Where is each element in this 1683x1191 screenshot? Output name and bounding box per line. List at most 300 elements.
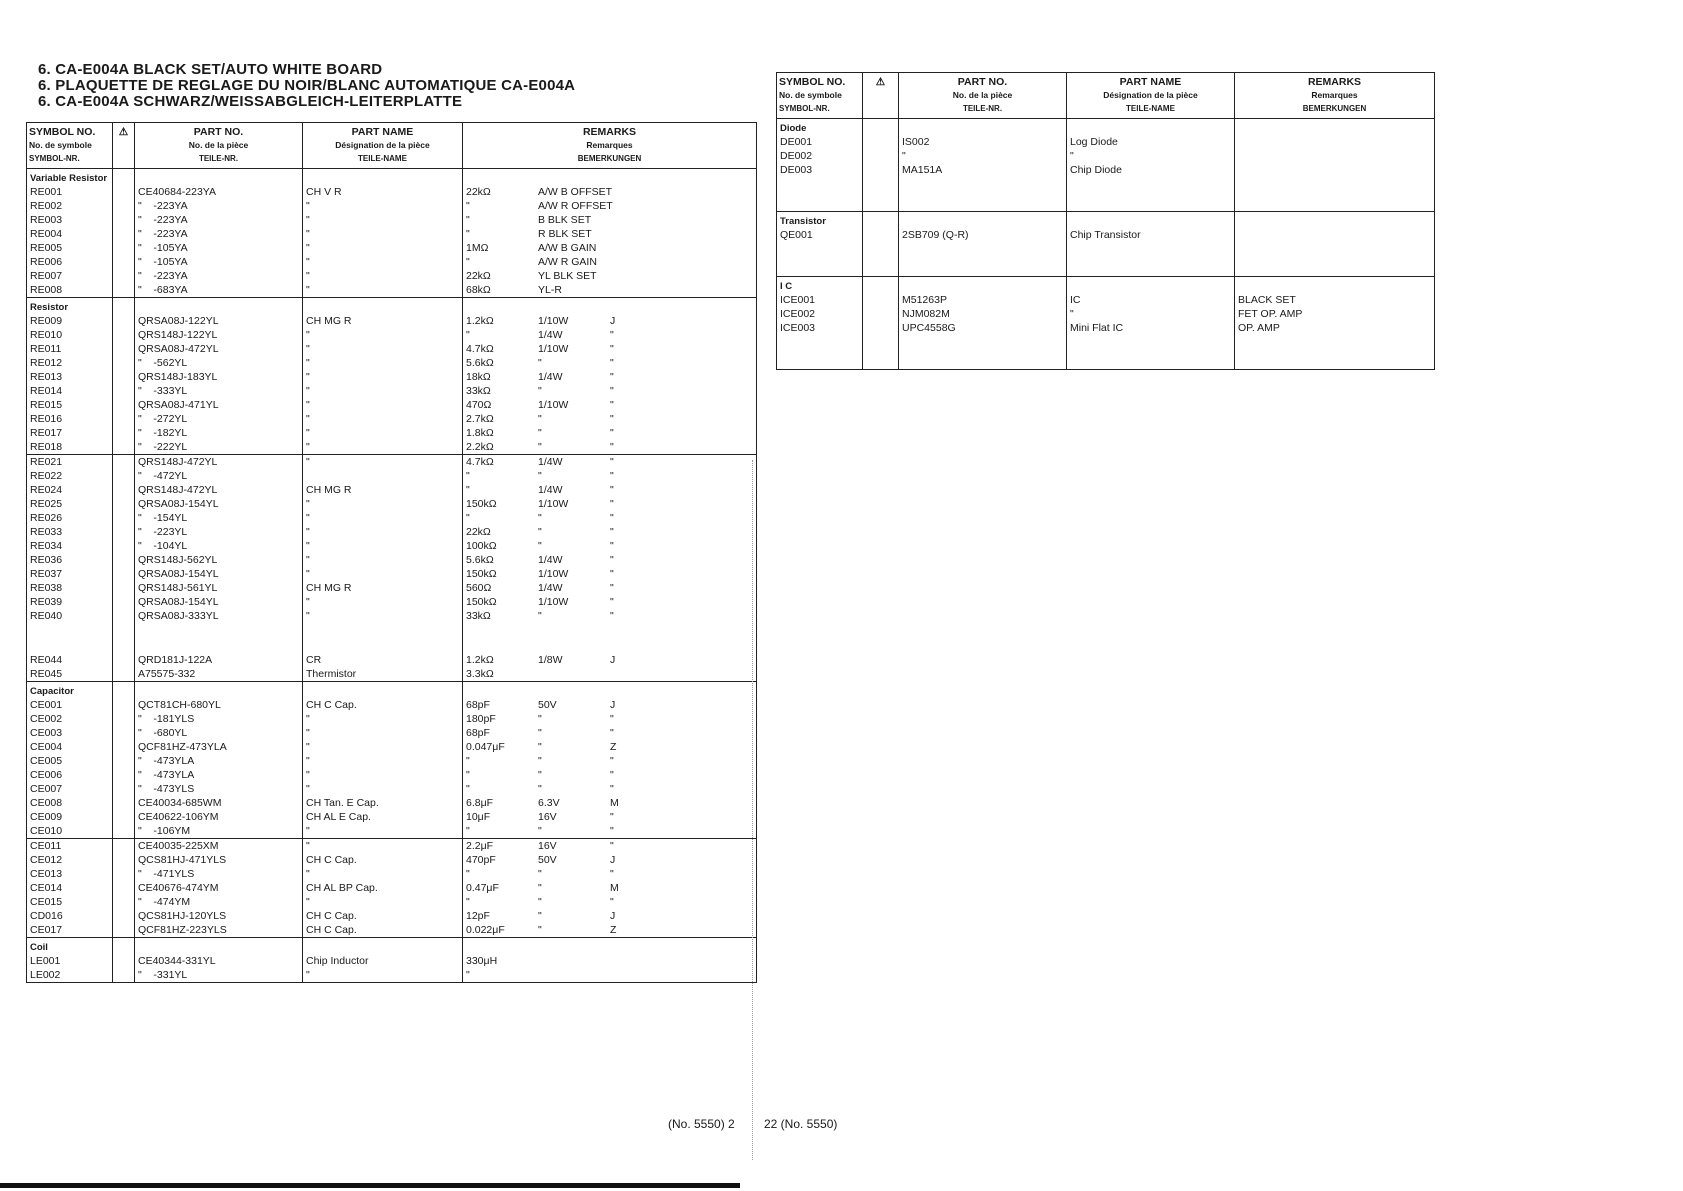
remarks <box>463 269 757 283</box>
remark-rating: " <box>538 783 542 795</box>
remarks <box>463 768 757 782</box>
category-row <box>27 169 757 186</box>
safety-mark <box>113 269 135 283</box>
remark-rating: 1/10W <box>538 596 569 608</box>
empty-cell <box>463 298 757 315</box>
symbol-no: RE026 <box>27 511 113 525</box>
remark-rating: 16V <box>538 840 557 852</box>
empty-cell <box>135 623 303 653</box>
table-row <box>27 314 757 328</box>
empty-cell <box>113 298 135 315</box>
remark-tolerance: " <box>610 568 614 580</box>
safety-mark <box>113 954 135 968</box>
part-name: CH C Cap. <box>303 853 463 867</box>
remark-tolerance: " <box>610 526 614 538</box>
table-row <box>27 824 757 839</box>
col-partno-header: PART NO. No. de la pièce TEILE-NR. <box>899 73 1067 119</box>
part-name: CH C Cap. <box>303 923 463 938</box>
safety-mark <box>113 398 135 412</box>
symbol-no: RE039 <box>27 595 113 609</box>
remark-tolerance: " <box>610 840 614 852</box>
part-name: " <box>303 384 463 398</box>
safety-mark <box>863 149 899 163</box>
title-line-de: 6. CA-E004A SCHWARZ/WEISSABGLEICH-LEITERPLATTE <box>38 93 463 110</box>
empty-cell <box>1235 212 1435 229</box>
symbol-no: RE009 <box>27 314 113 328</box>
remarks <box>463 726 757 740</box>
part-name: " <box>1067 149 1235 163</box>
remark-tolerance: J <box>610 910 616 922</box>
safety-mark <box>113 712 135 726</box>
part-name: " <box>303 824 463 839</box>
remark-rating: 50V <box>538 699 557 711</box>
remarks-group <box>466 853 756 867</box>
safety-mark <box>113 754 135 768</box>
table-row <box>27 356 757 370</box>
remarks-group <box>466 698 756 712</box>
symbol-no: RE033 <box>27 525 113 539</box>
part-no: QRS148J-561YL <box>135 581 303 595</box>
table-row <box>27 609 757 623</box>
part-no: QRSA08J-154YL <box>135 497 303 511</box>
safety-mark <box>113 553 135 567</box>
symbol-no: CE010 <box>27 824 113 839</box>
safety-mark <box>113 968 135 983</box>
category-row <box>777 212 1435 229</box>
remarks-group <box>466 314 756 328</box>
symbol-no: RE036 <box>27 553 113 567</box>
remarks-group <box>466 923 756 937</box>
safety-mark <box>113 255 135 269</box>
remark-value: " <box>466 256 470 268</box>
remarks-group <box>466 356 756 370</box>
symbol-no: DE001 <box>777 135 863 149</box>
remarks-group <box>466 398 756 412</box>
safety-mark <box>113 726 135 740</box>
empty-cell <box>135 938 303 955</box>
table-row <box>27 469 757 483</box>
empty-cell <box>863 212 899 229</box>
remark-rating: A/W B OFFSET <box>538 186 613 198</box>
remark-rating: 1/8W <box>538 654 563 666</box>
remarks-group <box>466 455 756 469</box>
remark-rating: " <box>538 357 542 369</box>
remark-tolerance: J <box>610 699 616 711</box>
remark-rating: 1/10W <box>538 315 569 327</box>
spacer-row <box>27 623 757 653</box>
remark-rating: " <box>538 441 542 453</box>
remark-tolerance: " <box>610 596 614 608</box>
remarks <box>463 567 757 581</box>
remark-value: " <box>466 969 470 981</box>
remarks-group <box>466 839 756 853</box>
table-row <box>27 839 757 854</box>
table-row <box>27 283 757 298</box>
empty-cell <box>303 938 463 955</box>
remarks-group <box>466 469 756 483</box>
remark-value: " <box>466 512 470 524</box>
remark-value: 2.2μF <box>466 840 494 852</box>
remark-value: " <box>466 769 470 781</box>
remark-rating: 1/4W <box>538 371 563 383</box>
remark-tolerance: M <box>610 882 619 894</box>
remarks-group <box>466 328 756 342</box>
empty-cell <box>463 623 757 653</box>
symbol-no: RE003 <box>27 213 113 227</box>
safety-mark <box>113 328 135 342</box>
part-name: " <box>303 455 463 470</box>
safety-mark <box>113 881 135 895</box>
category-row <box>27 938 757 955</box>
remarks-group <box>466 553 756 567</box>
category-label: Resistor <box>27 298 113 315</box>
safety-mark <box>113 511 135 525</box>
symbol-no: CE011 <box>27 839 113 854</box>
remarks <box>463 712 757 726</box>
remarks <box>463 370 757 384</box>
parts-table-right <box>776 72 1435 370</box>
part-name: Mini Flat IC <box>1067 321 1235 370</box>
remarks <box>463 384 757 398</box>
empty-cell <box>113 682 135 699</box>
remark-value: 10μF <box>466 811 491 823</box>
table-row <box>27 342 757 356</box>
remark-value: 33kΩ <box>466 385 491 397</box>
safety-mark <box>113 426 135 440</box>
symbol-no: RE008 <box>27 283 113 298</box>
remarks-group <box>466 782 756 796</box>
remark-rating: " <box>538 755 542 767</box>
table-row <box>27 923 757 938</box>
part-no: " -223YL <box>135 525 303 539</box>
remarks-group <box>466 255 756 269</box>
remarks <box>463 867 757 881</box>
remark-tolerance: " <box>610 868 614 880</box>
remark-tolerance: " <box>610 399 614 411</box>
part-name: Chip Inductor <box>303 954 463 968</box>
table-row <box>777 163 1435 212</box>
remarks <box>463 754 757 768</box>
remarks-group <box>466 342 756 356</box>
symbol-no: LE001 <box>27 954 113 968</box>
category-row <box>27 682 757 699</box>
table-row <box>27 810 757 824</box>
safety-mark <box>863 135 899 149</box>
part-name: Chip Transistor <box>1067 228 1235 277</box>
empty-cell <box>899 212 1067 229</box>
remark-value: 2.7kΩ <box>466 413 494 425</box>
remarks-group <box>466 754 756 768</box>
remark-value: " <box>466 470 470 482</box>
symbol-no: DE003 <box>777 163 863 212</box>
remark-value: 470Ω <box>466 399 492 411</box>
empty-cell <box>113 938 135 955</box>
remarks <box>463 698 757 712</box>
remark-value: 470pF <box>466 854 496 866</box>
remarks <box>463 881 757 895</box>
part-name: " <box>303 595 463 609</box>
part-name: " <box>303 283 463 298</box>
parts-table-left <box>26 122 757 983</box>
remark-rating: 50V <box>538 854 557 866</box>
remark-tolerance: " <box>610 713 614 725</box>
remarks-group <box>466 440 756 454</box>
safety-mark <box>113 796 135 810</box>
part-no: QCS81HJ-120YLS <box>135 909 303 923</box>
remarks-group <box>466 241 756 255</box>
remark-rating: " <box>538 769 542 781</box>
col-symbol-header: SYMBOL NO. No. de symbole SYMBOL-NR. <box>777 73 863 119</box>
symbol-no: CD016 <box>27 909 113 923</box>
safety-mark <box>113 667 135 682</box>
remark-rating <box>538 968 610 982</box>
remark-tolerance: " <box>610 727 614 739</box>
remarks <box>463 314 757 328</box>
remark-tolerance: " <box>610 825 614 837</box>
remarks-group <box>466 185 756 199</box>
symbol-no: LE002 <box>27 968 113 983</box>
remark-rating: 1/4W <box>538 582 563 594</box>
page-number-left: (No. 5550) 2 <box>668 1117 735 1131</box>
symbol-no: CE004 <box>27 740 113 754</box>
part-no: QCS81HJ-471YLS <box>135 853 303 867</box>
safety-mark <box>113 314 135 328</box>
remarks-group <box>466 426 756 440</box>
remarks <box>463 483 757 497</box>
symbol-no: RE014 <box>27 384 113 398</box>
remarks: BLACK SET <box>1235 293 1435 307</box>
symbol-no: CE014 <box>27 881 113 895</box>
remarks <box>463 241 757 255</box>
remark-value: " <box>466 868 470 880</box>
part-name: " <box>303 539 463 553</box>
symbol-no: CE002 <box>27 712 113 726</box>
part-no: CE40684-223YA <box>135 185 303 199</box>
remarks-group <box>466 497 756 511</box>
part-no: QRS148J-472YL <box>135 483 303 497</box>
safety-mark <box>113 895 135 909</box>
safety-mark <box>113 227 135 241</box>
remarks-group <box>466 384 756 398</box>
remark-rating: 1/10W <box>538 568 569 580</box>
table-row <box>777 307 1435 321</box>
empty-cell <box>863 277 899 294</box>
remark-value: " <box>466 825 470 837</box>
remarks-group <box>466 881 756 895</box>
part-no: NJM082M <box>899 307 1067 321</box>
empty-cell <box>1067 277 1235 294</box>
symbol-no: RE010 <box>27 328 113 342</box>
col-partno-header: PART NO. No. de la pièce TEILE-NR. <box>135 123 303 169</box>
part-name: " <box>303 782 463 796</box>
remark-value: 5.6kΩ <box>466 357 494 369</box>
part-name: " <box>1067 307 1235 321</box>
part-name: " <box>303 525 463 539</box>
remarks <box>463 667 757 682</box>
safety-mark <box>113 698 135 712</box>
table-row <box>777 228 1435 277</box>
table-row <box>27 867 757 881</box>
remark-rating: YL-R <box>538 284 562 296</box>
part-no: " -473YLA <box>135 754 303 768</box>
symbol-no: ICE001 <box>777 293 863 307</box>
remark-tolerance: " <box>610 343 614 355</box>
category-row <box>777 277 1435 294</box>
table-row <box>27 782 757 796</box>
remarks-group <box>466 269 756 283</box>
part-name: Thermistor <box>303 667 463 682</box>
remark-value: " <box>466 228 470 240</box>
part-no: " -105YA <box>135 255 303 269</box>
remarks-group <box>466 483 756 497</box>
remarks <box>463 954 757 968</box>
part-no: " -683YA <box>135 283 303 298</box>
remarks-group <box>466 796 756 810</box>
remark-value: 560Ω <box>466 582 492 594</box>
table-row <box>27 567 757 581</box>
remark-rating: 1/10W <box>538 498 569 510</box>
remarks <box>463 581 757 595</box>
symbol-no: RE015 <box>27 398 113 412</box>
remark-tolerance: " <box>610 470 614 482</box>
remarks <box>463 653 757 667</box>
symbol-no: CE013 <box>27 867 113 881</box>
part-no: 2SB709 (Q-R) <box>899 228 1067 277</box>
remark-rating: 1/4W <box>538 554 563 566</box>
part-no: CE40035-225XM <box>135 839 303 854</box>
safety-mark <box>113 581 135 595</box>
remark-value: 22kΩ <box>466 526 491 538</box>
table-row <box>27 384 757 398</box>
safety-mark <box>113 283 135 298</box>
part-name: CH Tan. E Cap. <box>303 796 463 810</box>
symbol-no: RE017 <box>27 426 113 440</box>
part-name: " <box>303 241 463 255</box>
remark-tolerance: " <box>610 371 614 383</box>
part-no: " -472YL <box>135 469 303 483</box>
remark-value: 4.7kΩ <box>466 343 494 355</box>
safety-mark <box>113 609 135 623</box>
empty-cell <box>135 169 303 186</box>
part-no: CE40034-685WM <box>135 796 303 810</box>
part-name <box>303 469 463 483</box>
remark-rating: " <box>538 741 542 753</box>
safety-mark <box>113 867 135 881</box>
table-row <box>27 754 757 768</box>
remark-value: 1MΩ <box>466 242 489 254</box>
part-name: CH AL E Cap. <box>303 810 463 824</box>
remark-tolerance: " <box>610 783 614 795</box>
remarks <box>1235 135 1435 149</box>
safety-mark <box>113 199 135 213</box>
table-row <box>777 135 1435 149</box>
category-label: Transistor <box>777 212 863 229</box>
remark-rating: " <box>538 540 542 552</box>
remarks <box>463 525 757 539</box>
remark-value: 33kΩ <box>466 610 491 622</box>
page-title <box>38 62 575 110</box>
symbol-no: CE008 <box>27 796 113 810</box>
symbol-no: CE007 <box>27 782 113 796</box>
part-no: QRS148J-472YL <box>135 455 303 470</box>
remark-value: 5.6kΩ <box>466 554 494 566</box>
remark-rating: A/W R OFFSET <box>538 200 613 212</box>
empty-cell <box>303 623 463 653</box>
safety-mark <box>113 455 135 470</box>
safety-mark <box>113 213 135 227</box>
table-row <box>27 483 757 497</box>
remarks-group <box>466 653 756 667</box>
symbol-no: CE012 <box>27 853 113 867</box>
remarks-group <box>466 213 756 227</box>
part-name: IC <box>1067 293 1235 307</box>
remark-value: 18kΩ <box>466 371 491 383</box>
safety-mark <box>863 293 899 307</box>
part-name: " <box>303 412 463 426</box>
table-row <box>27 712 757 726</box>
table-row <box>27 525 757 539</box>
remark-rating: 1/4W <box>538 484 563 496</box>
table-row <box>27 895 757 909</box>
remarks <box>463 412 757 426</box>
part-name: " <box>303 269 463 283</box>
remark-rating: " <box>538 910 542 922</box>
remarks <box>463 283 757 298</box>
part-name: " <box>303 567 463 581</box>
safety-mark <box>113 185 135 199</box>
empty-cell <box>1235 119 1435 136</box>
part-name: CH MG R <box>303 314 463 328</box>
remark-tolerance: " <box>610 769 614 781</box>
symbol-no: RE022 <box>27 469 113 483</box>
remarks-group <box>466 412 756 426</box>
part-no: " -223YA <box>135 227 303 241</box>
remark-rating: " <box>538 727 542 739</box>
part-no: QRSA08J-472YL <box>135 342 303 356</box>
table-row <box>27 726 757 740</box>
symbol-no: RE001 <box>27 185 113 199</box>
symbol-no: RE016 <box>27 412 113 426</box>
symbol-no: RE007 <box>27 269 113 283</box>
part-name: " <box>303 199 463 213</box>
part-no: MA151A <box>899 163 1067 212</box>
part-no: " <box>899 149 1067 163</box>
category-row <box>27 298 757 315</box>
safety-mark <box>113 909 135 923</box>
part-no: M51263P <box>899 293 1067 307</box>
remark-rating: A/W R GAIN <box>538 256 597 268</box>
part-name: " <box>303 768 463 782</box>
warning-icon: ⚠ <box>863 73 899 119</box>
part-name: " <box>303 895 463 909</box>
remark-rating <box>538 954 610 968</box>
empty-cell <box>303 682 463 699</box>
part-name: " <box>303 740 463 754</box>
table-row <box>27 539 757 553</box>
remark-rating: 6.3V <box>538 797 560 809</box>
symbol-no: RE021 <box>27 455 113 470</box>
remarks <box>463 796 757 810</box>
part-name: " <box>303 968 463 983</box>
safety-mark <box>113 384 135 398</box>
remarks <box>463 909 757 923</box>
symbol-no: CE006 <box>27 768 113 782</box>
part-no: " -222YL <box>135 440 303 455</box>
remark-rating: " <box>538 882 542 894</box>
safety-mark <box>863 163 899 212</box>
remark-tolerance: J <box>610 315 616 327</box>
remark-tolerance: " <box>610 357 614 369</box>
